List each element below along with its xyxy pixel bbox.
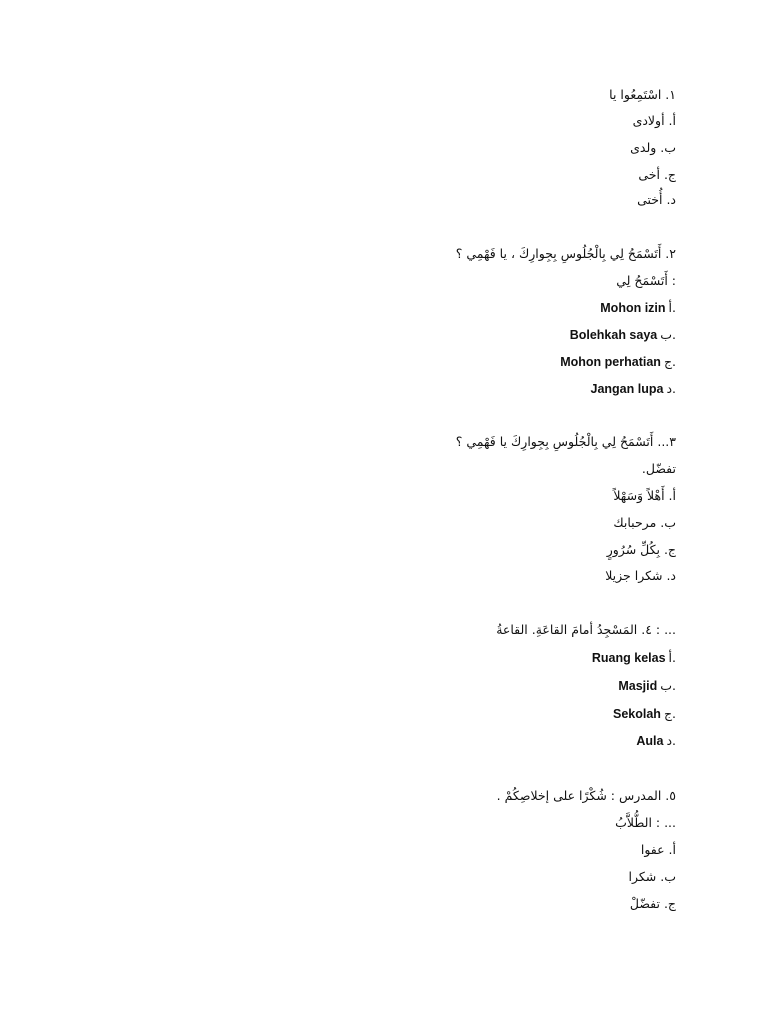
question-3-stem: ٣... أَتَسْمَحُ لِي بِالْجُلُوسِ بِجِوارِكَ يا فَهْمِي ؟ xyxy=(455,434,676,449)
question-4-stem: ... : ٤. المَسْجِدُ أمامَ القاعَةِ. القاعةُ xyxy=(496,622,676,637)
option-text: Sekolah xyxy=(613,707,661,721)
question-2-option-c[interactable] xyxy=(56,352,676,372)
question-2-option-b[interactable] xyxy=(56,325,676,345)
question-5-stem: ٥. المدرس : شُكْرًا على إخلاصِكُمْ . xyxy=(496,788,676,803)
option-text: Ruang kelas xyxy=(591,651,666,665)
question-3-option-a[interactable]: أ. أَهْلاً وَسَهْلاً xyxy=(613,488,676,503)
option-letter: أ. xyxy=(668,300,676,315)
question-4-option-a[interactable] xyxy=(56,648,676,668)
question-5-option-c[interactable]: ج. تفضّلْ xyxy=(629,896,676,911)
question-1-option-b[interactable]: ب. ولدى xyxy=(630,140,676,155)
question-2-subprompt: : أَتَسْمَحُ لِي xyxy=(616,273,676,288)
option-letter: أ. xyxy=(668,650,676,665)
question-5-option-a[interactable]: أ. عفوا xyxy=(640,842,676,857)
option-letter: ج. xyxy=(663,354,676,369)
question-3-subprompt: تفضّل. xyxy=(641,461,676,476)
question-1-option-c[interactable]: ج. أخى xyxy=(638,167,676,182)
question-1-stem: ١. اسْتَمِعُوا يا xyxy=(609,87,676,102)
option-text: Jangan lupa xyxy=(590,382,664,396)
option-text: Bolehkah saya xyxy=(569,328,658,342)
question-4-option-c[interactable] xyxy=(56,704,676,724)
question-5-subprompt: ... : الطُّلاَّبُ xyxy=(615,815,676,830)
option-text: Mohon perhatian xyxy=(560,355,661,369)
question-1-option-a[interactable]: أ. أولادى xyxy=(632,113,676,128)
option-text: Mohon izin xyxy=(600,301,666,315)
option-letter: ب. xyxy=(660,327,676,342)
option-text: Aula xyxy=(636,734,664,748)
question-5-option-b[interactable]: ب. شكرا xyxy=(628,869,676,884)
question-3-option-b[interactable]: ب. مرحبابك xyxy=(613,515,676,530)
question-2-stem: ٢. أَتَسْمَحُ لِي بِالْجُلُوسِ بِجِوارِكَ ، يا فَهْمِي ؟ xyxy=(455,246,676,261)
option-text: Masjid xyxy=(618,679,658,693)
option-letter: د. xyxy=(666,733,676,748)
question-3-option-d[interactable]: د. شكرا جزيلا xyxy=(605,568,676,583)
option-letter: د. xyxy=(666,381,676,396)
question-1-option-d[interactable]: د. أُختى xyxy=(637,192,676,207)
question-4-option-d[interactable] xyxy=(56,731,676,751)
option-letter: ب. xyxy=(660,678,676,693)
question-4-option-b[interactable] xyxy=(56,676,676,696)
question-3-option-c[interactable]: ج. بِكُلِّ سُرُورٍ xyxy=(606,542,676,557)
question-2-option-a[interactable] xyxy=(56,298,676,318)
option-letter: ج. xyxy=(663,706,676,721)
question-2-option-d[interactable] xyxy=(56,379,676,399)
